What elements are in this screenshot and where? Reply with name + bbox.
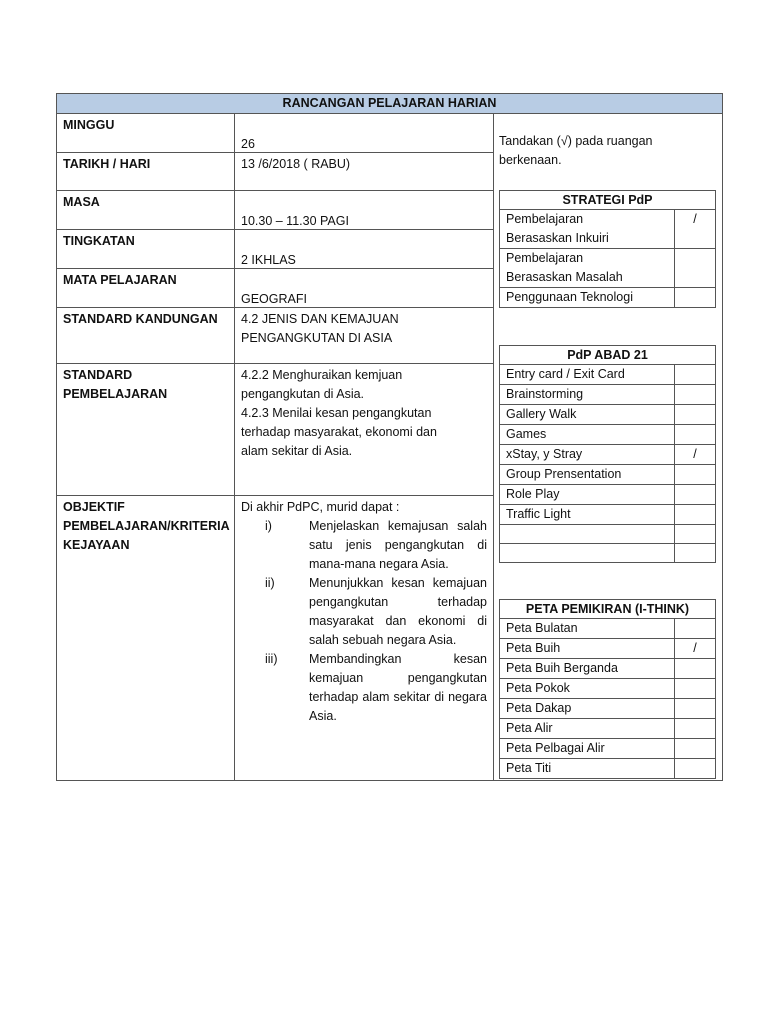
label-mata-pelajaran: MATA PELAJARAN <box>57 269 235 307</box>
peta-checkbox[interactable] <box>675 759 716 779</box>
abad21-checkbox[interactable] <box>675 465 716 485</box>
objective-text: Menunjukkan kesan kemajuan pengangkutan terhadap masyarakat dan ekonomi di salah sebuah negara Asia. <box>309 576 487 647</box>
document-title: RANCANGAN PELAJARAN HARIAN <box>57 94 722 114</box>
sk-line-1: 4.2 JENIS DAN KEMAJUAN <box>241 312 399 326</box>
abad21-checkbox[interactable] <box>675 425 716 445</box>
abad21-checkbox[interactable]: / <box>675 445 716 465</box>
row-objektif <box>57 496 493 781</box>
peta-checkbox[interactable] <box>675 719 716 739</box>
instruction-line-1: Tandakan (√) pada ruangan <box>499 134 653 148</box>
abad21-row <box>500 505 716 525</box>
abad21-checkbox[interactable] <box>675 505 716 525</box>
peta-row <box>500 619 716 639</box>
row-mata-pelajaran <box>57 269 493 308</box>
sp-line-2: pengangkutan di Asia. <box>241 387 365 401</box>
sp-line-1: 4.2.2 Menghuraikan kemjuan <box>241 368 403 382</box>
strategi-label: Pembelajaran Berasaskan Masalah <box>500 249 675 288</box>
strategi-table <box>499 190 716 308</box>
strategi-title: STRATEGI PdP <box>500 191 716 210</box>
strategi-checkbox[interactable]: / <box>675 210 716 249</box>
value-minggu: 26 <box>241 137 255 151</box>
value-standard-kandungan <box>235 308 493 363</box>
row-minggu <box>57 114 493 153</box>
abad21-row <box>500 544 716 563</box>
abad21-checkbox[interactable] <box>675 405 716 425</box>
value-tingkatan: 2 IKHLAS <box>241 253 296 267</box>
objective-item <box>241 574 487 650</box>
obj-label-line-2: PEMBELAJARAN/KRITERIA <box>63 519 230 533</box>
abad21-checkbox[interactable] <box>675 385 716 405</box>
abad21-row <box>500 425 716 445</box>
peta-label: Peta Titi <box>500 759 675 779</box>
peta-row <box>500 699 716 719</box>
abad21-label: Entry card / Exit Card <box>500 365 675 385</box>
abad21-row <box>500 365 716 385</box>
instruction-line-2: berkenaan. <box>499 153 562 167</box>
value-tarikh: 13 /6/2018 ( RABU) <box>241 157 351 171</box>
label-tingkatan: TINGKATAN <box>57 230 235 268</box>
lesson-plan-table <box>56 93 723 781</box>
abad21-checkbox[interactable] <box>675 485 716 505</box>
abad21-row <box>500 405 716 425</box>
objective-intro: Di akhir PdPC, murid dapat : <box>241 500 400 514</box>
row-tarikh <box>57 153 493 191</box>
abad21-checkbox[interactable] <box>675 525 716 544</box>
abad21-label <box>500 544 675 563</box>
abad21-label: Traffic Light <box>500 505 675 525</box>
row-standard-pembelajaran <box>57 364 493 496</box>
peta-label: Peta Pokok <box>500 679 675 699</box>
objective-item <box>241 517 487 574</box>
objective-item <box>241 650 487 726</box>
abad21-row <box>500 525 716 544</box>
strategi-checkbox[interactable] <box>675 249 716 288</box>
strategi-row <box>500 210 716 249</box>
abad21-label: Group Prensentation <box>500 465 675 485</box>
strategi-row <box>500 249 716 288</box>
peta-row <box>500 739 716 759</box>
peta-pemikiran-title: PETA PEMIKIRAN (I-THINK) <box>500 600 716 619</box>
peta-checkbox[interactable] <box>675 659 716 679</box>
abad21-label: Games <box>500 425 675 445</box>
abad21-title: PdP ABAD 21 <box>500 346 716 365</box>
obj-label-line-1: OBJEKTIF <box>63 500 125 514</box>
abad21-checkbox[interactable] <box>675 544 716 563</box>
abad21-row <box>500 485 716 505</box>
abad21-label: Gallery Walk <box>500 405 675 425</box>
row-standard-kandungan <box>57 308 493 364</box>
obj-label-line-3: KEJAYAAN <box>63 538 130 552</box>
peta-row <box>500 679 716 699</box>
peta-label: Peta Dakap <box>500 699 675 719</box>
sp-label-line-1: STANDARD <box>63 368 133 382</box>
row-tingkatan <box>57 230 493 269</box>
peta-checkbox[interactable] <box>675 739 716 759</box>
label-tarikh: TARIKH / HARI <box>57 153 235 190</box>
peta-label: Peta Alir <box>500 719 675 739</box>
objective-list <box>241 498 487 726</box>
peta-checkbox[interactable] <box>675 699 716 719</box>
label-masa: MASA <box>57 191 235 229</box>
abad21-row <box>500 385 716 405</box>
sp-line-5: alam sekitar di Asia. <box>241 444 353 458</box>
peta-pemikiran-table <box>499 599 716 779</box>
value-masa: 10.30 – 11.30 PAGI <box>241 214 349 228</box>
peta-label: Peta Buih <box>500 639 675 659</box>
objective-number: iii) <box>265 652 278 666</box>
objective-text: Membandingkan kesan kemajuan pengangkutan terhadap alam sekitar di negara Asia. <box>309 652 487 723</box>
sp-line-4: terhadap masyarakat, ekonomi dan <box>241 425 437 439</box>
peta-label: Peta Buih Berganda <box>500 659 675 679</box>
peta-label: Peta Pelbagai Alir <box>500 739 675 759</box>
peta-row <box>500 719 716 739</box>
value-standard-pembelajaran <box>235 364 493 495</box>
sk-line-2: PENGANGKUTAN DI ASIA <box>241 331 393 345</box>
abad21-row <box>500 465 716 485</box>
objective-text: Menjelaskan kemajusan salah satu jenis pengangkutan di mana-mana negara Asia. <box>309 519 487 571</box>
strategi-label: Penggunaan Teknologi <box>500 288 675 308</box>
peta-checkbox[interactable] <box>675 619 716 639</box>
value-mata-pelajaran: GEOGRAFI <box>241 292 307 306</box>
label-minggu: MINGGU <box>57 114 235 152</box>
sp-label-line-2: PEMBELAJARAN <box>63 387 168 401</box>
objective-number: i) <box>265 519 272 533</box>
peta-checkbox[interactable]: / <box>675 639 716 659</box>
abad21-label: Brainstorming <box>500 385 675 405</box>
peta-row <box>500 759 716 779</box>
label-standard-kandungan: STANDARD KANDUNGAN <box>57 308 235 363</box>
label-objektif <box>57 496 235 781</box>
row-masa <box>57 191 493 230</box>
strategi-checkbox[interactable] <box>675 288 716 308</box>
column-divider <box>493 114 494 781</box>
sp-line-3: 4.2.3 Menilai kesan pengangkutan <box>241 406 432 420</box>
peta-label: Peta Bulatan <box>500 619 675 639</box>
label-standard-pembelajaran <box>57 364 235 495</box>
abad21-label <box>500 525 675 544</box>
abad21-row <box>500 445 716 465</box>
peta-checkbox[interactable] <box>675 679 716 699</box>
strategi-row <box>500 288 716 308</box>
peta-row <box>500 639 716 659</box>
abad21-label: xStay, y Stray <box>500 445 675 465</box>
instruction-note <box>499 132 699 170</box>
peta-row <box>500 659 716 679</box>
abad21-checkbox[interactable] <box>675 365 716 385</box>
abad21-table <box>499 345 716 563</box>
objective-number: ii) <box>265 576 275 590</box>
abad21-label: Role Play <box>500 485 675 505</box>
strategi-label: Pembelajaran Berasaskan Inkuiri <box>500 210 675 249</box>
value-objektif <box>235 496 493 781</box>
